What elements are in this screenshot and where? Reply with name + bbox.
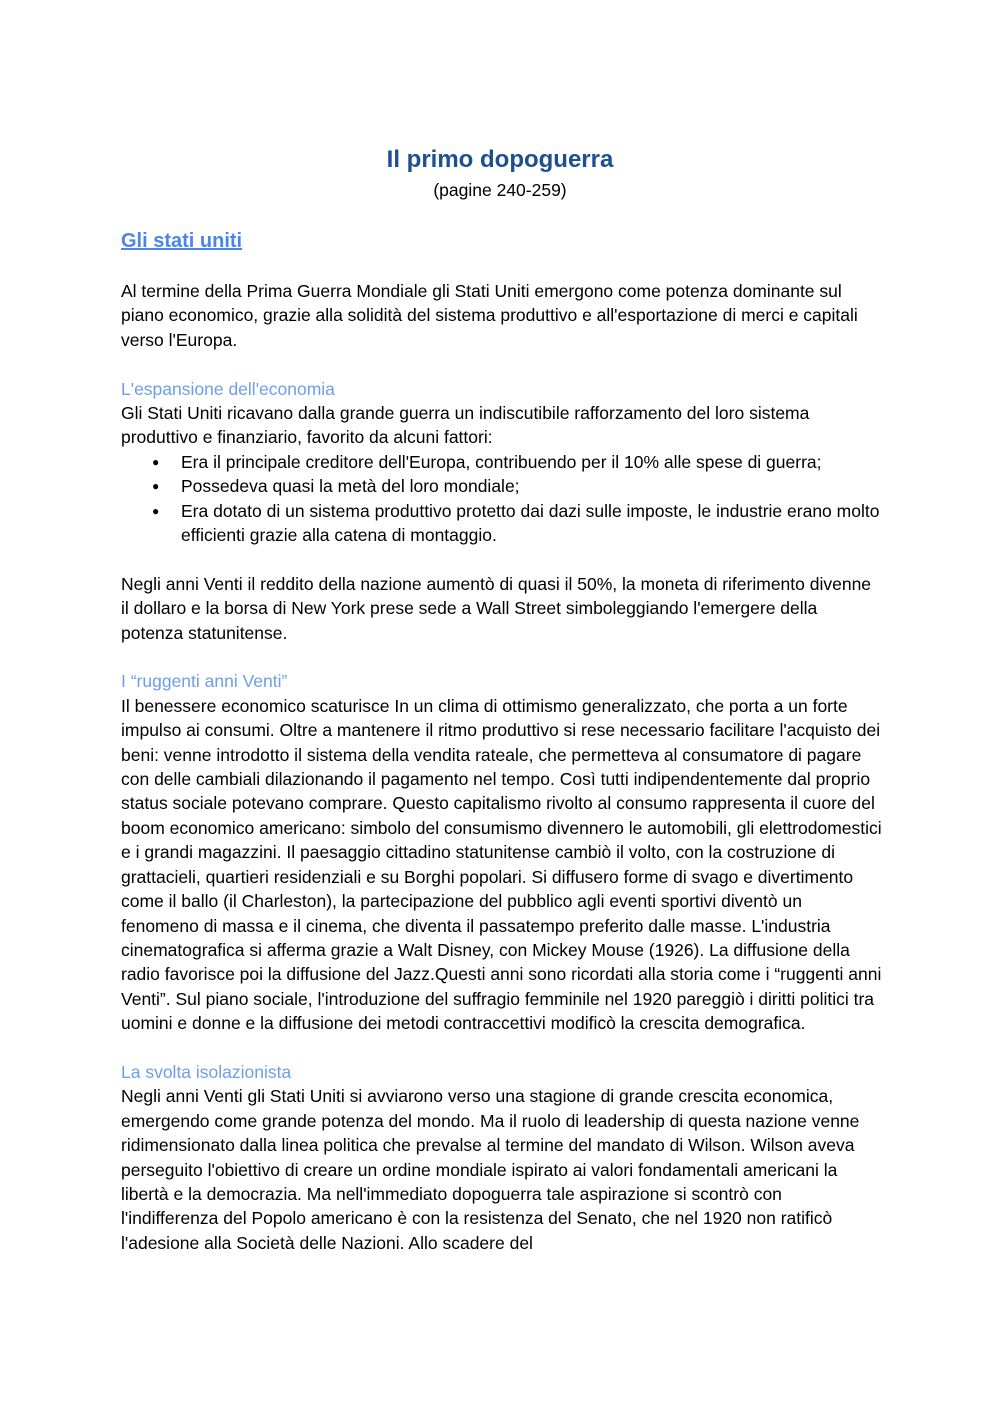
subheading-svolta: La svolta isolazionista — [121, 1061, 292, 1082]
ruggenti-paragraph: Il benessere economico scaturisce In un clima di ottimismo generalizzato, che porta a un forte impulso ai consumi. Oltre a mantenere il ritmo produttivo si rese necessario facilitare l'acquisto dei beni: venne introdotto il sistema della vendita rateale, che permetteva al consumatore di pagare con delle cambiali dilazionando il pagamento nel tempo. Così tutti indipendentemente dal proprio status sociale potevano comprare. Questo capitalismo rivolto al consumo rappresenta il cuore del boom economico americano: simbolo del consumismo divennero le automobili, gli elettrodomestici e i grandi magazzini. Il paesaggio cittadino statunitense cambiò il volto, con la costruzione di grattacieli, quartieri residenziali e su Borghi popolari. Si diffusero forme di svago e divertimento come il ballo (il Charleston), la partecipazione del pubblico agli eventi sportivi diventò un fenomeno di massa e il cinema, che diventa il passatempo preferito dalle masse. L'industria cinematografica si afferma grazie a Walt Disney, con Mickey Mouse (1926). La diffusione della radio favorisce poi la diffusione del Jazz.Questi anni sono ricordati alla storia come i “ruggenti anni Venti”. Sul piano sociale, l'introduzione del suffragio femminile nel 1920 pareggiò i diritti politici tra uomini e donne e la diffusione dei metodi contraccettivi modificò la crescita demografica. — [121, 695, 882, 1034]
paragraph-spacer — [121, 645, 883, 669]
subheading-espansione: L'espansione dell'economia — [121, 378, 335, 399]
intro-paragraph: Al termine della Prima Guerra Mondiale gli Stati Uniti emergono come potenza dominante sul piano economico, grazie alla solidità del sistema produttivo e all'esportazione di merci e capitali verso l'Europa. — [121, 281, 858, 350]
espansione-factors-list — [121, 450, 883, 548]
section-heading-stati-uniti: Gli stati uniti — [121, 230, 243, 252]
document-body — [121, 279, 883, 1255]
document-title: Il primo dopoguerra — [386, 146, 614, 173]
document-subtitle: (pagine 240-259) — [433, 180, 567, 200]
svolta-paragraph: Negli anni Venti gli Stati Uniti si avviarono verso una stagione di grande crescita economica, emergendo come grande potenza del mondo. Ma il ruolo di leadership di questa nazione venne ridimensionato dalla linea politica che prevalse al termine del mandato di Wilson. Wilson aveva perseguito l'obiettivo di creare un ordine mondiale ispirato ai valori fondamentali americani la libertà e la democrazia. Ma nell'immediato dopoguerra tale aspirazione si scontrò con l'indifferenza del Popolo americano è con la resistenza del Senato, che nel 1920 non ratificò l'adesione alla Società delle Nazioni. Allo scadere del — [121, 1086, 860, 1253]
paragraph-spacer — [121, 1036, 883, 1060]
paragraph-spacer — [121, 547, 883, 571]
espansione-closing-paragraph: Negli anni Venti il reddito della nazione aumentò di quasi il 50%, la moneta di riferimento divenne il dollaro e la borsa di New York prese sede a Wall Street simboleggiando l'emergere della potenza statunitense. — [121, 573, 872, 643]
subheading-ruggenti: I “ruggenti anni Venti” — [121, 671, 288, 692]
list-item: ● Era dotato di un sistema produttivo protetto dai dazi sulle imposte, le industrie erano molto efficienti grazie alla catena di montaggio. — [181, 499, 883, 548]
espansione-lead-paragraph: Gli Stati Uniti ricavano dalla grande guerra un indiscutibile rafforzamento del loro sistema produttivo e finanziario, favorito da alcuni fattori: — [121, 403, 810, 448]
list-item: ● Possedeva quasi la metà del loro mondiale; — [181, 474, 883, 498]
paragraph-spacer — [121, 352, 883, 376]
list-item: ● Era il principale creditore dell'Europa, contribuendo per il 10% alle spese di guerra; — [181, 450, 883, 474]
